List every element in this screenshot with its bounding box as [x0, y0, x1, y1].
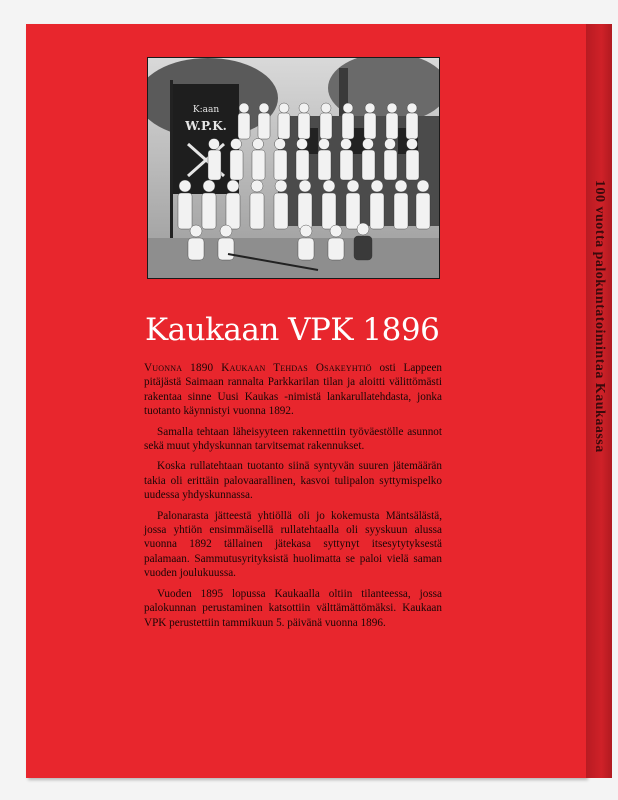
historical-group-photo	[147, 57, 440, 279]
book-title: Kaukaan VPK 1896	[145, 312, 440, 348]
paragraph-3: Koska rullatehtaan tuotanto siinä syntyvän suuren jätemäärän takia oli erittäin palovaarallinen, kasvoi tulipalon syttymispelko uudessa yhdyskunnassa.	[144, 460, 442, 502]
paragraph-4: Palonarasta jätteestä yhtiöllä oli jo kokemusta Mäntsälästä, jossa yhtiön ensimmäisellä rullatehtaalla oli syyskuun alussa vuonna 1892 tällainen jätekasa syttynyt itsesytytyksestä palamaan. Sammutusyrityksistä huolimatta se paloi vielä saman vuoden joulukuussa.	[144, 509, 442, 580]
banner-text-main: W.P.K.	[185, 119, 227, 133]
paragraph-2: Samalla tehtaan läheisyyteen rakennettiin työväestölle asunnot sekä muut yhdyskunnan tarvitsemat rakennukset.	[144, 425, 442, 453]
paragraph-5: Vuoden 1895 lopussa Kaukaalla oltiin tilanteessa, jossa palokunnan perustaminen katsottiin välttämättömäksi. Kaukaan VPK perustettiin tammikuun 5. päivänä vuonna 1896.	[144, 587, 442, 629]
banner-text-top: K:aan	[192, 105, 220, 115]
paragraph-1-lead: Vuonna 1890 Kaukaan Tehdas Osakeyhtiö	[144, 362, 372, 374]
paragraph-1	[144, 361, 442, 419]
spine-title: 100 vuotta palokuntatoimintaa Kaukaassa	[592, 180, 607, 453]
paragraph-1-body: osti Lappeen pitäjästä Saimaan rannalta Parkkarilan tilan ja aloitti välittömästi rakentaa sinne Uusi Kaukas -nimistä lankarullatehdasta, jonka tuotanto käynnistyi vuonna 1892.	[144, 362, 442, 418]
cover-description	[144, 361, 442, 636]
group-photo-illustration	[148, 58, 439, 278]
